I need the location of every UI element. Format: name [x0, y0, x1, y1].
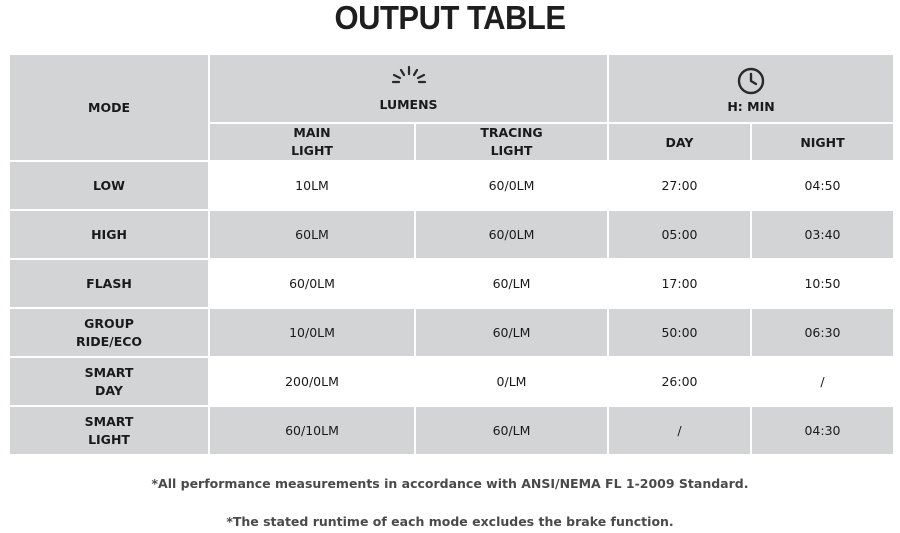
- night-cell: 03:40: [751, 210, 894, 259]
- mode-header: MODE: [9, 54, 209, 161]
- tracing-light-cell: 0/LM: [415, 357, 608, 406]
- tracing-light-cell: 60/0LM: [415, 210, 608, 259]
- runtime-header: [608, 54, 894, 123]
- mode-cell: FLASH: [9, 259, 209, 308]
- table-row: [9, 161, 894, 210]
- night-cell: 10:50: [751, 259, 894, 308]
- table-row: [9, 308, 894, 357]
- tracing-light-cell: 60/0LM: [415, 161, 608, 210]
- footnote-standard: *All performance measurements in accordance with ANSI/NEMA FL 1-2009 Standard.: [151, 476, 749, 491]
- tracing-light-header: TRACING LIGHT: [415, 123, 608, 161]
- tracing-light-cell: 60/LM: [415, 308, 608, 357]
- main-light-cell: 60LM: [209, 210, 415, 259]
- table-row: [9, 406, 894, 455]
- main-light-cell: 10LM: [209, 161, 415, 210]
- table-row: [9, 210, 894, 259]
- mode-cell: GROUP RIDE/ECO: [9, 308, 209, 357]
- runtime-label: H: MIN: [727, 98, 775, 114]
- main-light-header: MAIN LIGHT: [209, 123, 415, 161]
- lumens-label: LUMENS: [379, 97, 438, 112]
- mode-cell: SMART DAY: [9, 357, 209, 406]
- main-light-cell: 200/0LM: [209, 357, 415, 406]
- night-cell: 06:30: [751, 308, 894, 357]
- day-cell: 50:00: [608, 308, 751, 357]
- table-row: [9, 357, 894, 406]
- clock-icon: [736, 66, 766, 96]
- day-cell: 26:00: [608, 357, 751, 406]
- tracing-light-cell: 60/LM: [415, 259, 608, 308]
- mode-cell: LOW: [9, 161, 209, 210]
- page-title: OUTPUT TABLE: [334, 0, 566, 37]
- night-cell: 04:50: [751, 161, 894, 210]
- mode-cell: SMART LIGHT: [9, 406, 209, 455]
- output-table: [8, 53, 895, 456]
- main-light-cell: 60/10LM: [209, 406, 415, 455]
- lumens-header: [209, 54, 608, 123]
- mode-cell: HIGH: [9, 210, 209, 259]
- night-cell: 04:30: [751, 406, 894, 455]
- tracing-light-cell: 60/LM: [415, 406, 608, 455]
- night-header: NIGHT: [751, 123, 894, 161]
- day-cell: 17:00: [608, 259, 751, 308]
- day-header: DAY: [608, 123, 751, 161]
- light-burst-icon: [389, 65, 429, 87]
- day-cell: 27:00: [608, 161, 751, 210]
- table-row: [9, 259, 894, 308]
- footnote-runtime: *The stated runtime of each mode excludes the brake function.: [226, 514, 674, 529]
- day-cell: /: [608, 406, 751, 455]
- main-light-cell: 60/0LM: [209, 259, 415, 308]
- day-cell: 05:00: [608, 210, 751, 259]
- night-cell: /: [751, 357, 894, 406]
- main-light-cell: 10/0LM: [209, 308, 415, 357]
